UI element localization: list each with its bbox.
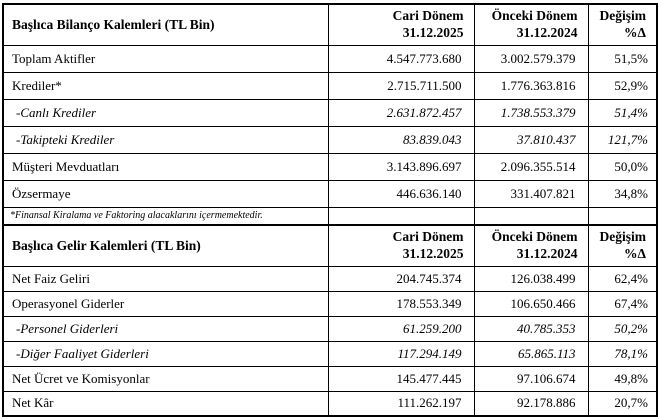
row-label: -Canlı Krediler [3,99,328,126]
value-change-percent: 52,9% [588,72,657,99]
value-previous-period: 37.810.437 [474,126,588,153]
section-title: Başlıca Gelir Kalemleri (TL Bin) [3,225,328,266]
value-previous-period: 97.106.674 [474,366,588,391]
table-row [3,99,657,126]
row-label: -Takipteki Krediler [3,126,328,153]
column-header-previous-line2: 31.12.2024 [516,24,578,40]
header-row [3,225,657,266]
value-change-percent: 34,8% [588,180,657,207]
column-header-current-line2: 31.12.2025 [402,24,464,40]
footnote-text: *Finansal Kiralama ve Faktoring alacaklarını içermemektedir. [3,207,328,225]
value-change-percent: 121,7% [588,126,657,153]
row-label: Özsermaye [3,180,328,207]
column-header-current-line1: Cari Dönem [392,228,464,244]
column-header-change-line2: %Δ [624,245,646,261]
column-header-change-line1: Değişim [599,228,646,244]
value-change-percent: 51,4% [588,99,657,126]
column-header-current-line2: 31.12.2025 [402,245,464,261]
value-current-period: 83.839.043 [328,126,474,153]
value-current-period: 4.547.773.680 [328,45,474,72]
value-current-period: 117.294.149 [328,341,474,366]
row-label: -Diğer Faaliyet Giderleri [3,341,328,366]
table-row [3,153,657,180]
column-header-current-period [328,225,474,266]
value-previous-period: 65.865.113 [474,341,588,366]
footnote-row [3,207,657,225]
column-header-change-line2: %Δ [624,24,646,40]
value-current-period: 3.143.896.697 [328,153,474,180]
value-change-percent: 67,4% [588,291,657,316]
section-table [2,224,658,417]
table-row [3,180,657,207]
value-current-period: 61.259.200 [328,316,474,341]
section-table [2,3,658,226]
report-tables [2,3,656,417]
value-change-percent: 51,5% [588,45,657,72]
row-label: Krediler* [3,72,328,99]
table-row [3,45,657,72]
value-current-period: 2.631.872.457 [328,99,474,126]
header-row [3,4,657,45]
value-previous-period: 92.178.886 [474,391,588,416]
value-change-percent: 62,4% [588,266,657,291]
table-row [3,391,657,416]
column-header-previous-line1: Önceki Dönem [491,7,578,23]
value-previous-period: 106.650.466 [474,291,588,316]
value-previous-period: 126.038.499 [474,266,588,291]
value-current-period: 2.715.711.500 [328,72,474,99]
value-current-period: 145.477.445 [328,366,474,391]
table-row [3,366,657,391]
table-row [3,291,657,316]
section-title: Başlıca Bilanço Kalemleri (TL Bin) [3,4,328,45]
footnote-empty-cell [588,207,657,225]
column-header-previous-line2: 31.12.2024 [516,245,578,261]
value-current-period: 178.553.349 [328,291,474,316]
value-change-percent: 49,8% [588,366,657,391]
value-current-period: 204.745.374 [328,266,474,291]
column-header-previous-line1: Önceki Dönem [491,228,578,244]
table-row [3,72,657,99]
value-previous-period: 331.407.821 [474,180,588,207]
footnote-empty-cell [474,207,588,225]
table-row [3,266,657,291]
value-change-percent: 20,7% [588,391,657,416]
row-label: Net Ücret ve Komisyonlar [3,366,328,391]
table-row [3,341,657,366]
row-label: Toplam Aktifler [3,45,328,72]
value-previous-period: 40.785.353 [474,316,588,341]
column-header-change-line1: Değişim [599,7,646,23]
column-header-previous-period [474,4,588,45]
table-row [3,316,657,341]
value-change-percent: 50,2% [588,316,657,341]
row-label: -Personel Giderleri [3,316,328,341]
column-header-current-period [328,4,474,45]
value-current-period: 111.262.197 [328,391,474,416]
row-label: Müşteri Mevduatları [3,153,328,180]
value-previous-period: 2.096.355.514 [474,153,588,180]
value-previous-period: 1.776.363.816 [474,72,588,99]
column-header-change [588,225,657,266]
value-previous-period: 3.002.579.379 [474,45,588,72]
column-header-previous-period [474,225,588,266]
value-change-percent: 50,0% [588,153,657,180]
footnote-empty-cell [328,207,474,225]
column-header-current-line1: Cari Dönem [392,7,464,23]
row-label: Net Faiz Geliri [3,266,328,291]
value-change-percent: 78,1% [588,341,657,366]
column-header-change [588,4,657,45]
table-row [3,126,657,153]
row-label: Operasyonel Giderler [3,291,328,316]
value-current-period: 446.636.140 [328,180,474,207]
row-label: Net Kâr [3,391,328,416]
value-previous-period: 1.738.553.379 [474,99,588,126]
